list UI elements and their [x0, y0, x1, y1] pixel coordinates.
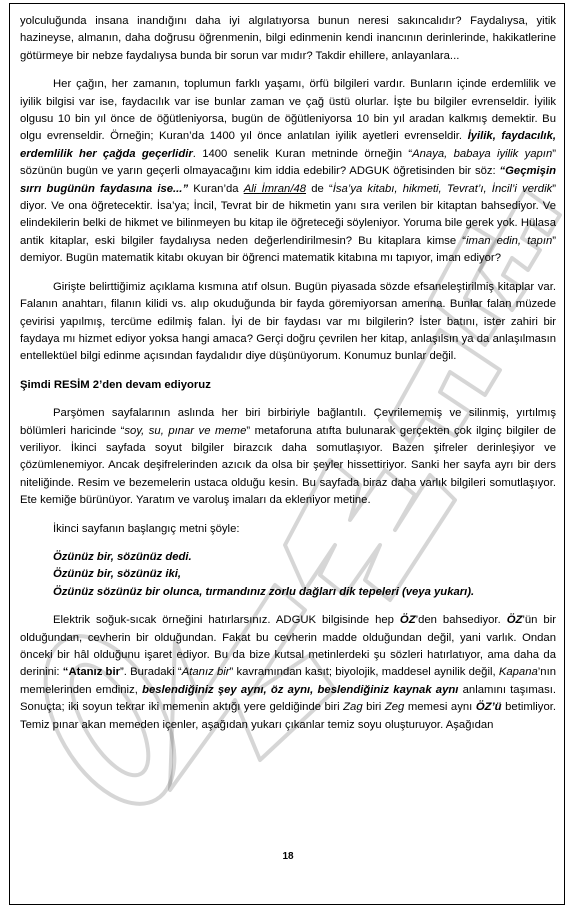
paragraph-1: yolculuğunda insana inandığını daha iyi algılatıyorsa bunun neresi sakıncalıdır? Faydalıysa, yitik hazineyse, almanın, daha doğrusu öğrenmenin, bilgi edinmenin kendi inancının derinlerinde, hakikatlerine götürmeye bir nebze faydalıysa bunda bir sorun var mıdır? Takdir ehillere, anlayanlara... [20, 15, 556, 62]
verse-block [53, 549, 556, 601]
paragraph-2: Her çağın, her zamanın, toplumun farklı yaşamı, örfü bilgileri vardır. Bunların içinde erdemlilik ve iyilik bilgisi var ise, faydacılık var ise bunlar zaman ve çağ üstü olurlar. İşte bu bilgiler evrenseldir. İyilik olgusu 10 bin yıl önce de öğütleniyorsa, bugün de öğütleniyorsa 10 bin yıl aradan kalkmış demektir. Bu olgu evrenseldir. Örneğin; Kuran’da 1400 yıl önce anlatılan iyilik ayetleri evrenseldir. İyilik, faydacılık, erdemlilik her çağda geçerlidir. 1400 senelik Kuran metninde örneğin “Anaya, babaya iyilik yapın” sözünün bugün ve yarın geçerli olmayacağını kim iddia edebilir? ADGUK öğretisinden bir söz: “Geçmişin sırrı bugünün faydasına ise...” Kuran’da Ali İmran/48 de “İsa’ya kitabı, hikmeti, Tevrat’ı, İncil’i verdik” diyor. Ve ona öğretecektir. İsa’ya; İncil, Tevrat bir de hikmetin yanı sıra verilen bir kitaptan bahsediyor. Ve elindekilerin belki de hikmet ve bilinmeyen bu kitap ile öğreteceği söyleniyor. Yoruma bile gerek yok. Hülasa antik kitaplar, eski bilgiler faydalıysa neden değerlendirilmesin? Bu kitaplara kimse “iman edin, tapın” demiyor. Bugün matematik kitabı okuyan bir öğrenci matematik kitabına mı tapıyor, iman ediyor? [20, 78, 557, 265]
page-number: 18 [282, 851, 294, 862]
paragraph-4: Parşömen sayfalarının aslında her biri birbiriyle bağlantılı. Çevrilememiş ve silinmiş, yırtılmış bölümleri haricinde “soy, su, pınar ve meme” metaforuna atıfta bulunarak gerçekten çok ilginç bilgiler de veriliyor. İkinci sayfada soyut bilgiler birazcık daha somutlaşıyor. Bazen şifreler derinleşiyor ve çözümlenemiyor. Ancak deşifrelerinden azıcık da olsa bir şeyler hissettiriyor. Sanki her sayfa ayrı bir ders niteliğinde. Resim ve bezemelerin ustaca olduğu kesin. Bu sayfada biraz daha varlık bilgileri somutlaşıyor. Ete kemiğe bürünüyor. Yaratım ve varoluş imaları da ekleniyor metine. [20, 407, 557, 507]
verse-line: Özünüz sözünüz bir olunca, tırmandınız zorlu dağları dik tepeleri (veya yukarı). [53, 585, 475, 598]
paragraph-6: Elektrik soğuk-sıcak örneğini hatırlarsınız. ADGUK bilgisinde hep ÖZ’den bahsediyor. ÖZ’ün bir olduğundan, cevherin bir olduğundan. Fakat bu cevherin madde olduğundan değil, yani varlık. Ondan önceki bir hâl olduğunu işaret ediyor. Bu da bize kutsal metinlerdeki şu sözleri hatırlatıyor, ama daha da derinini: “Atanız bir”. Buradaki “Atanız bir” kavramından kasıt; biyolojik, maddesel aynilik değil, Kapana’nın memelerinden emdiniz, beslendiğiniz şey aynı, öz aynı, beslendiğiniz kaynak aynı anlamını taşıması. Sonuçta; iki soyun tekrar iki memenin aktığı yere geldiğinde biri Zag biri Zeg memesi aynı ÖZ’ü betimliyor. Temiz pınar akan memeden içenler, aşağıdan yukarı çıkanlar temiz soyu oluşturuyor. Aşağıdan [20, 614, 557, 731]
verse-line: Özünüz bir, sözünüz iki, [53, 568, 182, 581]
paragraph-3: Girişte belirttiğimiz açıklama kısmına atıf olsun. Bugün piyasada sözde efsaneleştirilmiş kitaplar var. Falanın anahtarı, filanın kilidi vs. alıp okuduğunda bir fayda göremiyorsan amenna. Bunlar falan müzede çevirisi yapılmış, tercüme edilmiş falan. İyi de bir faydası var mı bilgilerin? İster batını, ister zahiri bir faydaya mı hizmet ediyor yoksa hangi amaca? Gerçi doğru çevrilen her kitap, anlaşılsın ya da anlaşılmasın entellektüel bilgi edinme açısından faydalıdır diye düşünüyorum. Konumuz bunlar değil. [20, 280, 556, 363]
paragraph-5: İkinci sayfanın başlangıç metni şöyle: [53, 522, 240, 535]
section-heading: Şimdi RESİM 2’den devam ediyoruz [20, 378, 211, 391]
page-content [20, 13, 556, 745]
verse-line: Özünüz bir, sözünüz dedi. [53, 550, 192, 563]
